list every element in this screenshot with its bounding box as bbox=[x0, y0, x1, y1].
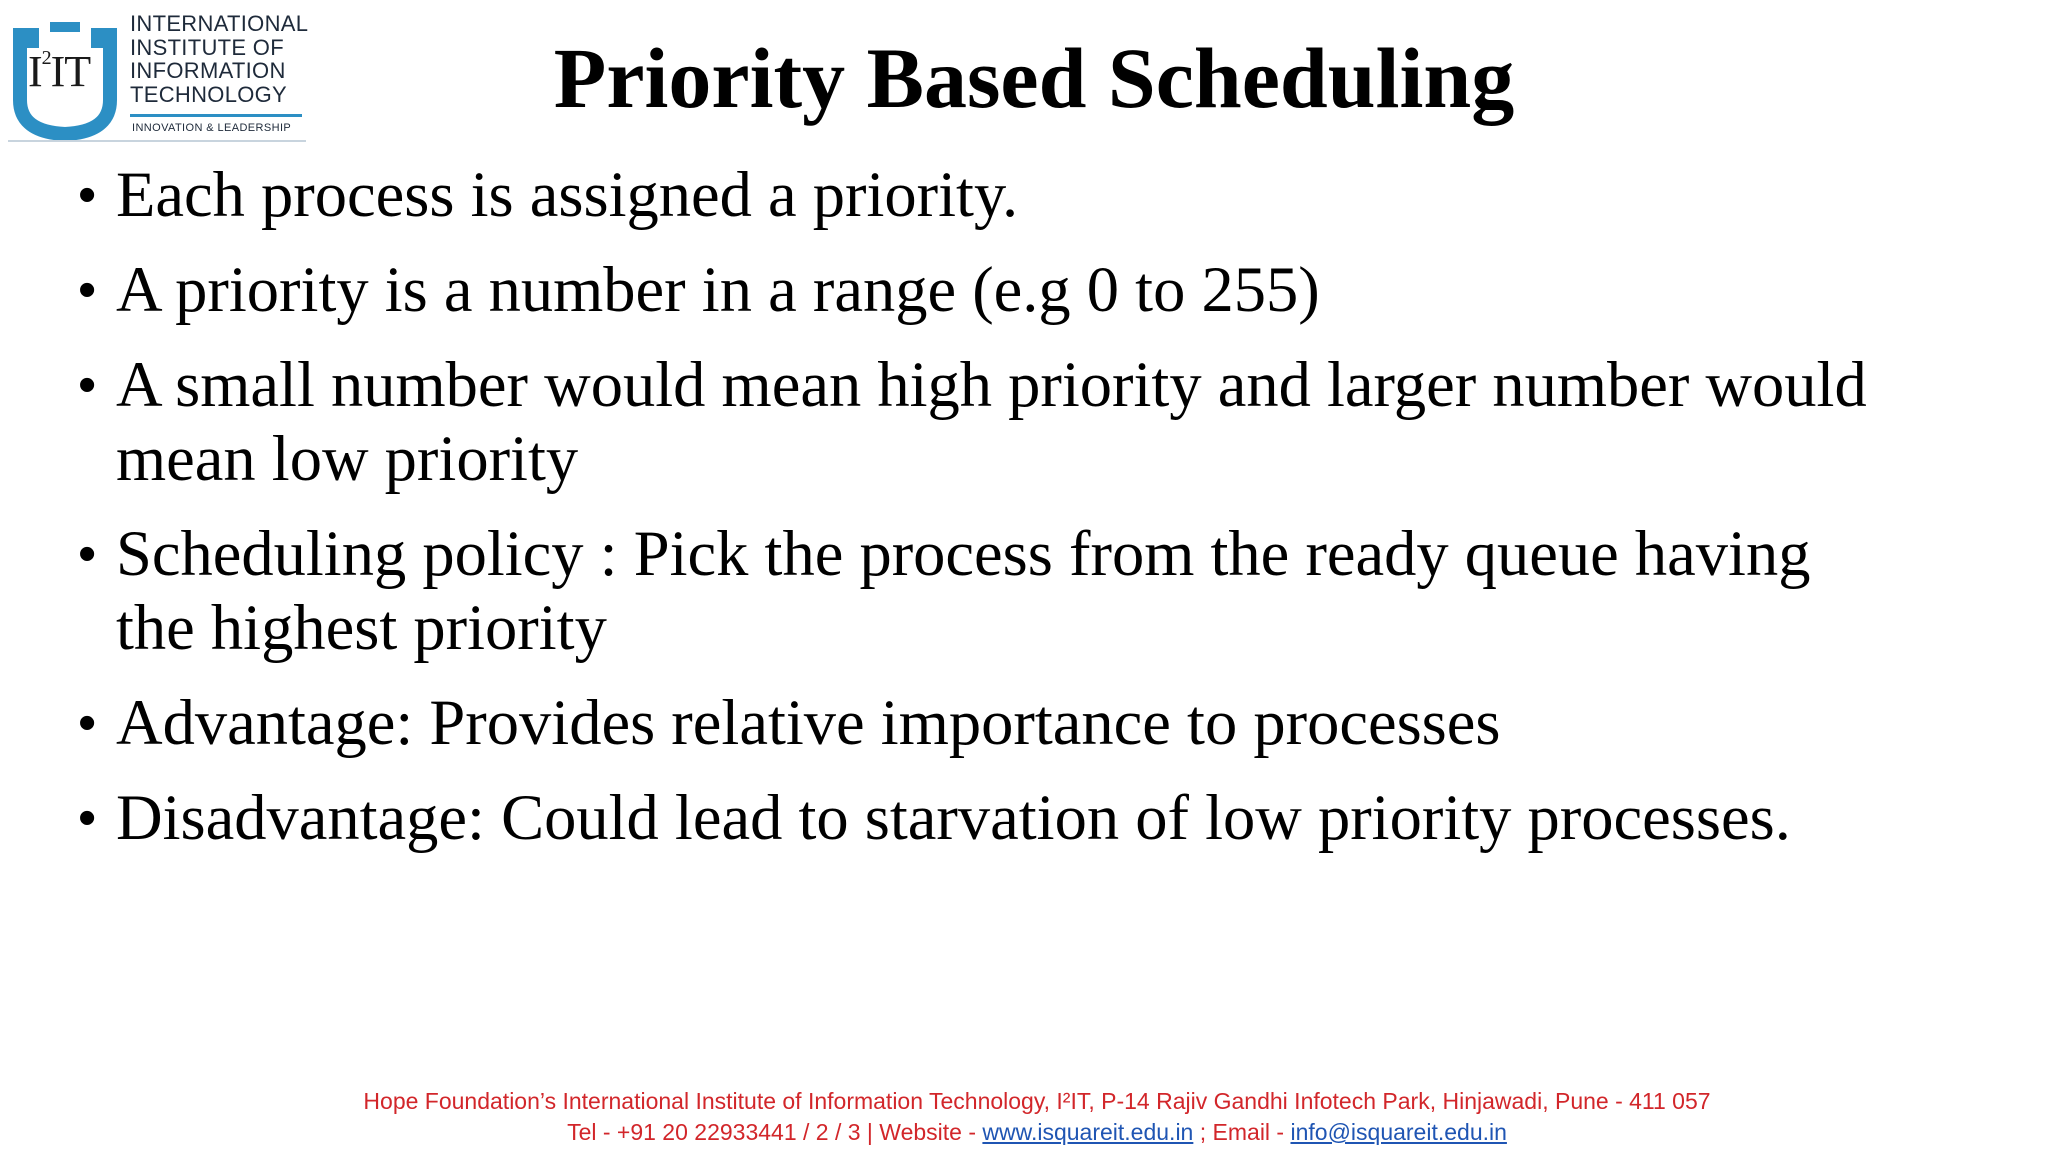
website-link[interactable]: www.isquareit.edu.in bbox=[982, 1119, 1194, 1145]
logo-line-4: TECHNOLOGY bbox=[130, 81, 288, 107]
bullet-dot-icon: • bbox=[78, 261, 97, 319]
slide-title: Priority Based Scheduling bbox=[553, 30, 1515, 126]
footer-address: Hope Foundation’s International Institute of Information Technology, I²IT, P-14 Rajiv Gandhi Infotech Park, Hinjawadi, Pune - 411 057 bbox=[363, 1088, 1711, 1114]
bullet-item: • Scheduling policy : Pick the process from the ready queue having the highest priority bbox=[78, 518, 1811, 663]
logo-line-2: INSTITUTE OF bbox=[130, 34, 284, 60]
logo-divider bbox=[8, 140, 306, 142]
bullet-dot-icon: • bbox=[78, 525, 97, 583]
bullet-item: • Disadvantage: Could lead to starvation of low priority processes. bbox=[78, 782, 1791, 853]
bullet-dot-icon: • bbox=[78, 166, 97, 224]
bullet-item: • A small number would mean high priority and larger number would mean low priority bbox=[78, 349, 1867, 494]
bullet-dot-icon: • bbox=[78, 356, 97, 414]
bullet-item: • Advantage: Provides relative importance to processes bbox=[78, 687, 1501, 758]
bullet-dot-icon: • bbox=[78, 694, 97, 752]
email-link[interactable]: info@isquareit.edu.in bbox=[1290, 1119, 1507, 1145]
bullet-item: • Each process is assigned a priority. bbox=[78, 159, 1019, 230]
logo-tagline: INNOVATION & LEADERSHIP bbox=[132, 122, 292, 134]
logo-line-1: INTERNATIONAL bbox=[130, 11, 309, 36]
logo-line-3: INFORMATION bbox=[130, 58, 286, 83]
footer bbox=[0, 1086, 2048, 1148]
footer-contact: Tel - +91 20 22933441 / 2 / 3 | Website - www.isquareit.edu.in ; Email - info@isquareit.edu.in bbox=[567, 1119, 1507, 1145]
bullet-list bbox=[78, 158, 2008, 876]
bullet-item: • A priority is a number in a range (e.g 0 to 255) bbox=[78, 254, 1320, 325]
bullet-dot-icon: • bbox=[78, 789, 97, 847]
logo-mark-text: $I^2IT$ bbox=[28, 47, 91, 96]
